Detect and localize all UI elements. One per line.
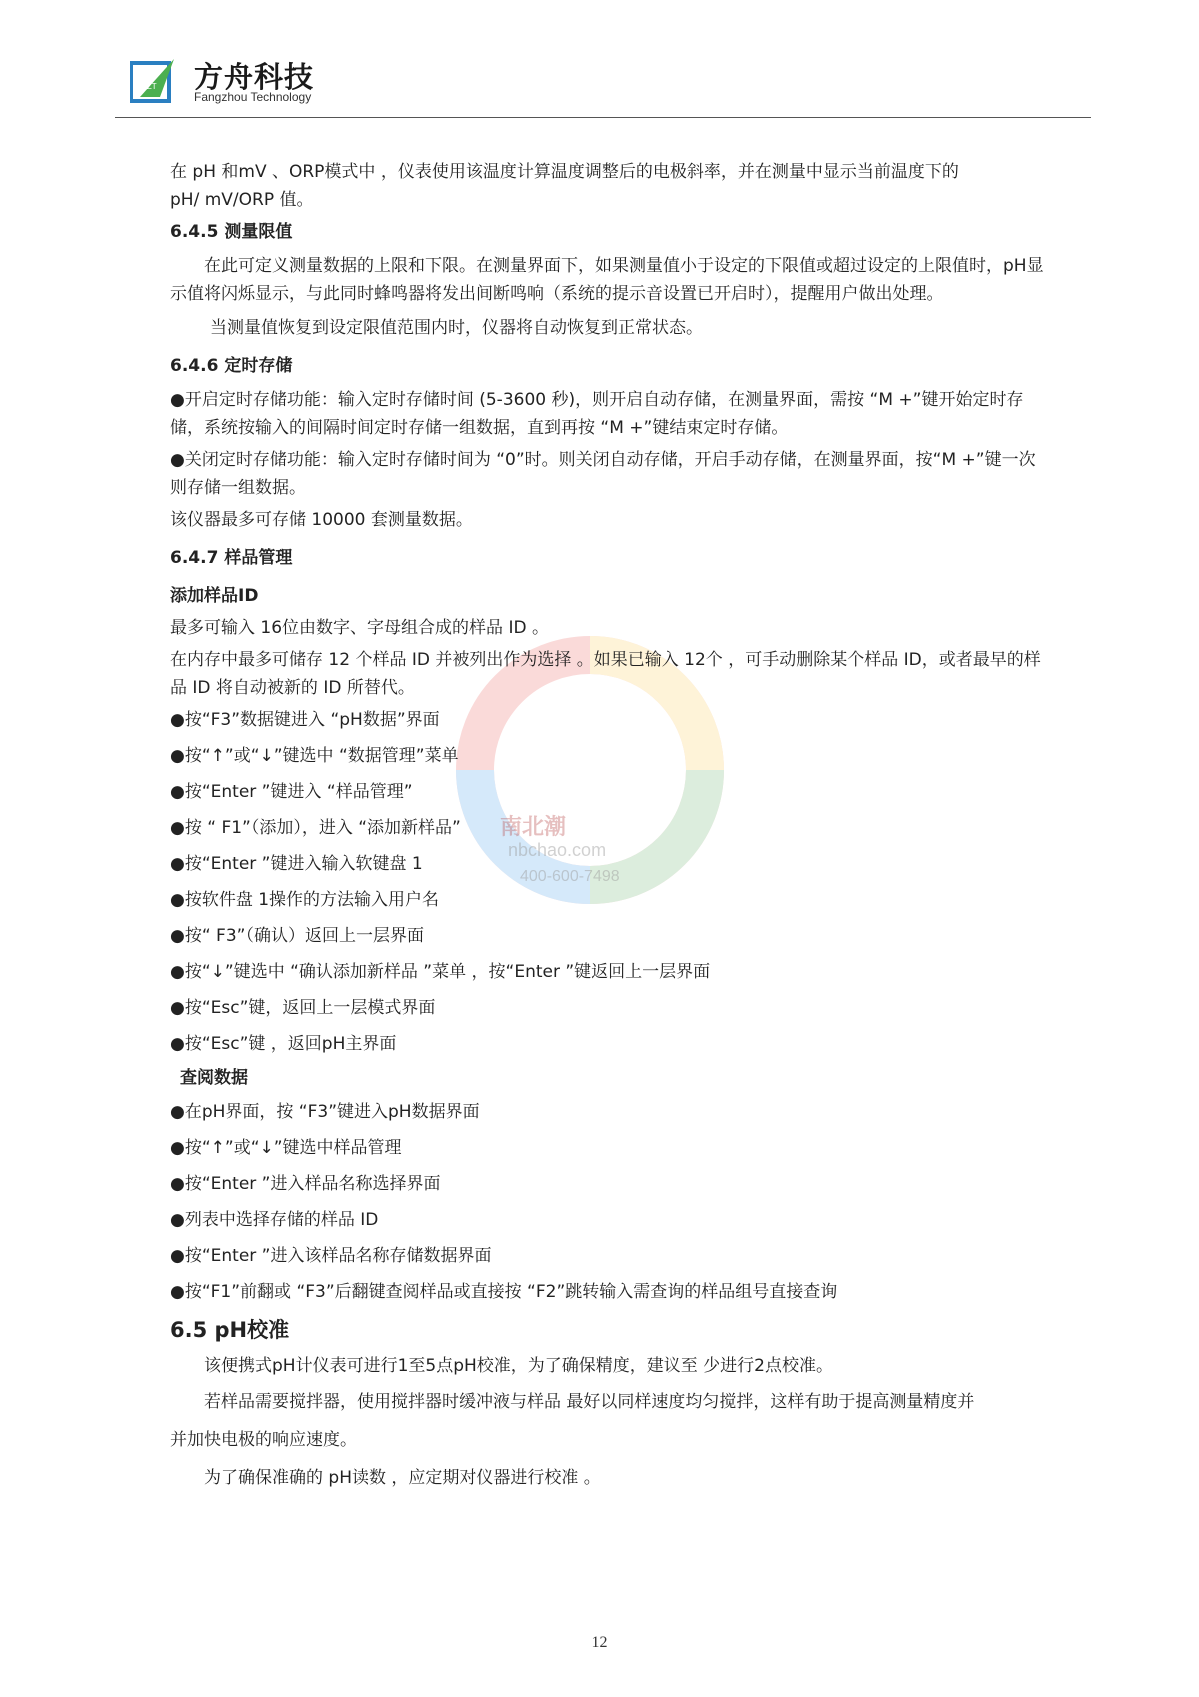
add-sample-p1: 最多可输入 16位由数字、字母组合成的样品 ID 。 [170,618,549,638]
intro-line-1: 在 pH 和mV 、ORP模式中 ，仪表使用该温度计算温度调整后的电极斜率，并在测量中显示当前温度下的 [170,162,959,182]
calibration-p2b: 并加快电极的响应速度。 [170,1430,357,1450]
list-item: ●按“Esc”键 ，返回pH主界面 [170,1034,397,1054]
list-item: ●按“↑”或“↓”键选中样品管理 [170,1138,402,1158]
add-sample-steps [170,702,1050,1062]
limit-restore-paragraph: 当测量值恢复到设定限值范围内时，仪器将自动恢复到正常状态。 [210,318,703,338]
calibration-p1: 该便携式pH计仪表可进行1至5点pH校准，为了确保精度，建议至 少进行2点校准。 [204,1356,833,1376]
watermark-phone: 400-600-7498 [520,868,620,885]
list-item: ●按“Esc”键，返回上一层模式界面 [170,998,436,1018]
watermark-cn: 南北潮 [500,815,567,840]
list-item: ●按“↑”或“↓”键选中 “数据管理”菜单 [170,746,459,766]
brand-name-cn: 方舟科技 [194,60,315,94]
fangzhou-logo-icon [130,57,176,103]
calibration-p2a: 若样品需要搅拌器，使用搅拌器时缓冲液与样品 最好以同样速度均匀搅拌，这样有助于提高测量精度并 [204,1392,975,1412]
list-item: ●按“Enter ”进入样品名称选择界面 [170,1174,441,1194]
list-item: ●按 “ F1”（添加），进入 “添加新样品” [170,818,461,838]
list-item: ●按“↓”键选中 “确认添加新样品 ”菜单 ，按“Enter ”键返回上一层界面 [170,962,711,982]
heading-6-4-6: 6.4.6 定时存储 [170,356,293,376]
add-sample-id-title: 添加样品ID [170,586,259,606]
timed-store-off: ●关闭定时存储功能：输入定时存储时间为 “0”时。则关闭自动存储，开启手动存储，在测量界面，按“M +”键一次则存储一组数据。 [170,450,1036,498]
intro-line-2: pH/ mV/ORP 值。 [170,190,314,210]
query-steps [170,1094,1050,1310]
logo-text: FZT [142,82,157,91]
list-item: ●按“Enter ”键进入 “样品管理” [170,782,413,802]
query-data-title: 查阅数据 [180,1068,248,1088]
page-content [170,158,1050,1492]
list-item: ●按“F3”数据键进入 “pH数据”界面 [170,710,440,730]
page-header [130,55,1090,117]
add-sample-p2: 在内存中最多可储存 12 个样品 ID 并被列出作为选择 。如果已输入 12个 ，可手动删除某个样品 ID，或者最早的样品 ID 将自动被新的 ID 所替代。 [170,650,1041,698]
header-divider [115,117,1091,118]
watermark-domain: nbchao.com [508,840,607,860]
list-item: ●按“Enter ”键进入输入软键盘 1 [170,854,423,874]
heading-6-5: 6.5 pH校准 [170,1318,290,1342]
list-item: ●按软件盘 1操作的方法输入用户名 [170,890,440,910]
calibration-p3: 为了确保准确的 pH读数 ，应定期对仪器进行校准 。 [204,1468,601,1488]
list-item: ●按“ F3”（确认）返回上一层界面 [170,926,424,946]
timed-store-on: ●开启定时存储功能：输入定时存储时间 (5-3600 秒)，则开启自动存储，在测量界面，需按 “M +”键开始定时存储，系统按输入的间隔时间定时存储一组数据，直到再按 “M +”键结束定时存储。 [170,390,1024,438]
storage-capacity-note: 该仪器最多可存储 10000 套测量数据。 [170,510,473,530]
list-item: ●按“Enter ”进入该样品名称存储数据界面 [170,1246,492,1266]
list-item: ●按“F1”前翻或 “F3”后翻键查阅样品或直接按 “F2”跳转输入需查询的样品组号直接查询 [170,1282,838,1302]
heading-6-4-7: 6.4.7 样品管理 [170,548,293,568]
list-item: ●在pH界面，按 “F3”键进入pH数据界面 [170,1102,480,1122]
limit-paragraph: 在此可定义测量数据的上限和下限。在测量界面下，如果测量值小于设定的下限值或超过设定的上限值时，pH显示值将闪烁显示，与此同时蜂鸣器将发出间断鸣响（系统的提示音设置已开启时），提醒用户做出处理。 [170,256,1044,304]
page-number: 12 [591,1634,608,1651]
list-item: ●列表中选择存储的样品 ID [170,1210,379,1230]
heading-6-4-5: 6.4.5 测量限值 [170,222,293,242]
brand-name-en: Fangzhou Technology [194,90,312,104]
